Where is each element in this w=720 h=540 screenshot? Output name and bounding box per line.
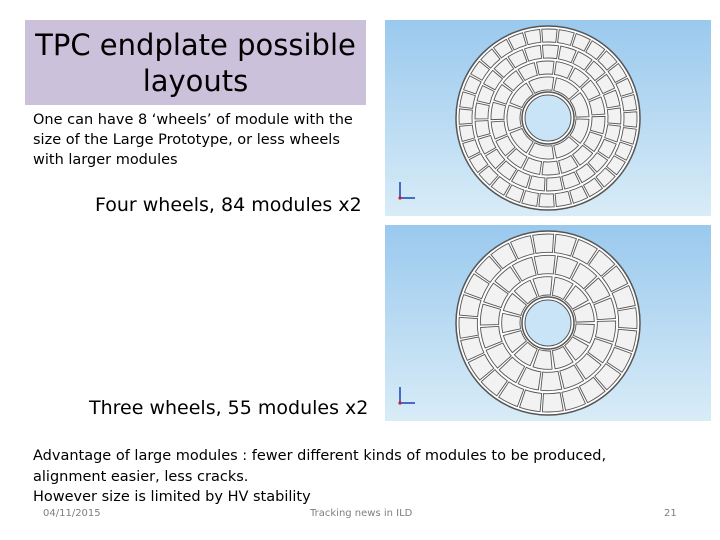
endplate-module (624, 112, 637, 127)
endplate-inner-bore (525, 300, 571, 346)
endplate-module (475, 121, 490, 137)
endplate-four-wheels-drawing (385, 20, 711, 216)
endplate-inner-bore (525, 95, 571, 141)
axis-origin-icon (398, 401, 401, 404)
endplate-module (533, 234, 554, 253)
four-wheels-figure (385, 20, 711, 216)
endplate-module (542, 29, 557, 42)
slide-title: TPC endplate possible layouts (35, 27, 356, 98)
endplate-module (542, 161, 559, 175)
endplate-module (459, 317, 478, 338)
intro-text: One can have 8 ‘wheels’ of module with the size of the Large Prototype, or less wheels with larger modules (33, 112, 353, 168)
title-box (25, 20, 366, 105)
endplate-module (618, 308, 637, 329)
endplate-module (528, 176, 545, 191)
caption-three-wheels: Three wheels, 55 modules x2 (89, 397, 369, 419)
footer-title: Tracking news in ILD (310, 508, 413, 519)
endplate-module (475, 103, 489, 119)
endplate-module (539, 194, 554, 207)
three-wheels-figure (385, 225, 711, 421)
caption-four-wheels: Four wheels, 84 modules x2 (95, 194, 362, 216)
advantage-line: Advantage of large modules : fewer different kinds of modules to be produced, alignment easier, less cracks. (33, 448, 607, 485)
endplate-module (542, 393, 563, 412)
endplate-module (525, 29, 541, 44)
endplate-module (555, 191, 571, 206)
limitation-line: However size is limited by HV stability (33, 489, 311, 505)
endplate-module (459, 125, 474, 141)
endplate-module (621, 95, 636, 111)
endplate-module (491, 102, 506, 119)
endplate-module (502, 313, 521, 332)
advantage-text (33, 446, 673, 508)
endplate-module (537, 61, 554, 75)
endplate-module (547, 177, 563, 191)
endplate-module (607, 108, 621, 124)
endplate-module (541, 371, 562, 390)
endplate-three-wheels-drawing (385, 225, 711, 421)
page-number: 21 (664, 508, 677, 519)
endplate-module (507, 105, 521, 131)
axis-origin-icon (398, 196, 401, 199)
endplate-module (542, 45, 558, 59)
footer-date: 04/11/2015 (43, 508, 101, 519)
endplate-module (590, 116, 605, 133)
endplate-module (534, 255, 555, 274)
endplate-module (459, 109, 472, 124)
